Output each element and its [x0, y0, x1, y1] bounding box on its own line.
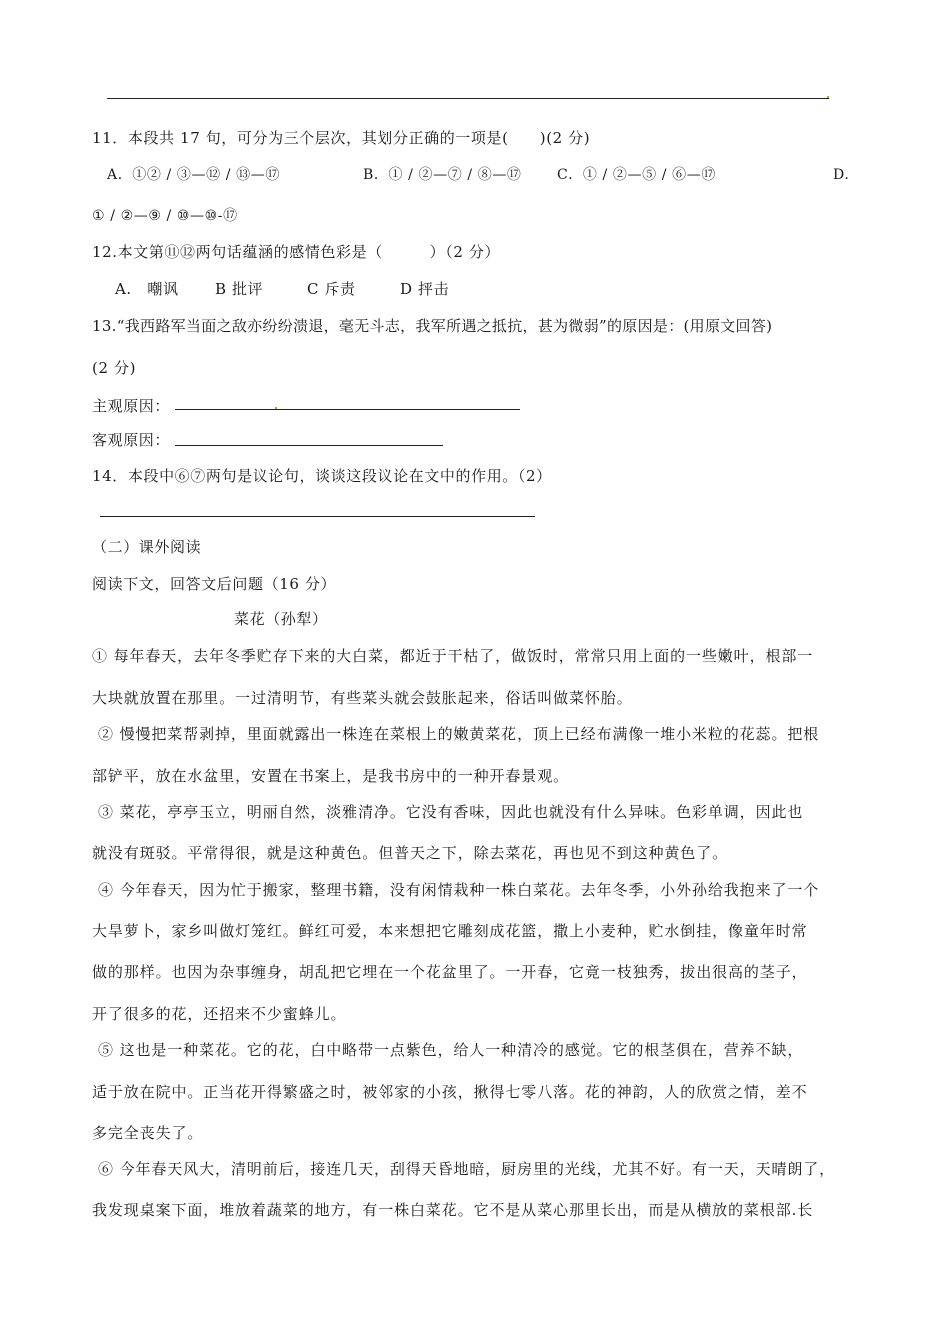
passage-line: ① 每年春天，去年冬季贮存下来的大白菜，都近于干枯了，做饭时，常常只用上面的一些嫩叶，根部一: [92, 647, 814, 665]
q13-subjective-answer-line[interactable]: [175, 409, 520, 410]
passage-line: 大块就放置在那里。一过清明节，有些菜头就会鼓胀起来，俗话叫做菜怀胎。: [92, 689, 633, 707]
passage-title: 菜花（孙犁）: [234, 610, 328, 628]
q14-answer-line[interactable]: [100, 516, 535, 517]
scan-dot: [275, 407, 277, 409]
q11-option-c: C．① / ②—⑤ / ⑥—⑰: [557, 167, 716, 183]
passage-line: 我发现桌案下面，堆放着蔬菜的地方，有一株白菜花。它不是从菜心那里长出，而是从横放的菜根部.长: [92, 1201, 814, 1219]
passage-line: 做的那样。也因为杂事缠身，胡乱把它埋在一个花盆里了。一开春，它竟一枝独秀，拔出很高的茎子，: [92, 963, 808, 981]
q13-stem: 13.“我西路军当面之敌亦纷纷溃退，毫无斗志，我军所遇之抵抗，甚为微弱”的原因是：(用原文回答): [92, 317, 773, 335]
q13-score: (2 分): [92, 359, 137, 377]
q12-stem: 12.本文第⑪⑫两句话蕴涵的感情色彩是（ ）（2 分）: [92, 243, 501, 261]
passage-line: 部铲平，放在水盆里，安置在书案上，是我书房中的一种开春景观。: [92, 767, 570, 785]
q11-option-d-label: D.: [833, 167, 850, 183]
passage-line: 就没有斑驳。平常得很，就是这种黄色。但普天之下，除去菜花，再也见不到这种黄色了。: [92, 844, 729, 862]
passage-line: ⑥ 今年春天风大，清明前后，接连几天，刮得天昏地暗，厨房里的光线，尤其不好。有一天，天晴朗了，: [98, 1160, 836, 1178]
q12-option-d: D 抨击: [400, 280, 450, 298]
passage-line: ③ 菜花，亭亭玉立，明丽自然，淡雅清净。它没有香味，因此也就没有什么异味。色彩单调，因此也: [98, 803, 804, 821]
passage-line: ② 慢慢把菜帮剥掉，里面就露出一株连在菜根上的嫩黄菜花，顶上已经布满像一堆小米粒的花蕊。把根: [98, 725, 820, 743]
q11-stem: 11．本段共 17 句，可分为三个层次，其划分正确的一项是( )(2 分): [92, 129, 591, 147]
scan-dot: [827, 96, 829, 98]
q14-stem: 14．本段中⑥⑦两句是议论句，谈谈这段议论在文中的作用。（2）: [92, 467, 552, 485]
passage-line: 多完全丧失了。: [92, 1124, 204, 1142]
passage-line: 开了很多的花，还招来不少蜜蜂儿。: [92, 1005, 347, 1023]
section-instruction: 阅读下文，回答文后问题（16 分）: [92, 575, 337, 593]
passage-line: 大旱萝卜，家乡叫做灯笼红。鲜红可爱，本来想把它雕刻成花篮，撒上小麦种，贮水倒挂，像童年时常: [92, 922, 808, 940]
q12-option-a: A. 嘲讽: [115, 280, 179, 298]
q11-option-a: A．①② / ③—⑫ / ⑬—⑰: [107, 167, 280, 183]
q13-objective-answer-line[interactable]: [175, 445, 443, 446]
q11-option-d: ① / ②—⑨ / ⑩—⑩-⑰: [92, 208, 238, 224]
section-heading: （二）课外阅读: [92, 538, 202, 556]
q13-objective-label: 客观原因：: [92, 431, 171, 449]
passage-line: ⑤ 这也是一种菜花。它的花，白中略带一点紫色，给人一种清冷的感觉。它的根茎俱在，营养不缺，: [98, 1041, 804, 1059]
q11-option-b: B．① / ②—⑦ / ⑧—⑰: [363, 167, 522, 183]
q13-subjective-label: 主观原因：: [92, 397, 171, 415]
q12-option-c: C 斥责: [307, 280, 356, 298]
top-divider: [107, 98, 829, 99]
passage-line: ④ 今年春天，因为忙于搬家，整理书籍，没有闲情栽种一株白菜花。去年冬季，小外孙给我抱来了一个: [98, 881, 820, 899]
passage-line: 适于放在院中。正当花开得繁盛之时，被邻家的小孩，揪得七零八落。花的神韵，人的欣赏之情，差不: [92, 1083, 808, 1101]
q12-option-b: B 批评: [215, 280, 264, 298]
